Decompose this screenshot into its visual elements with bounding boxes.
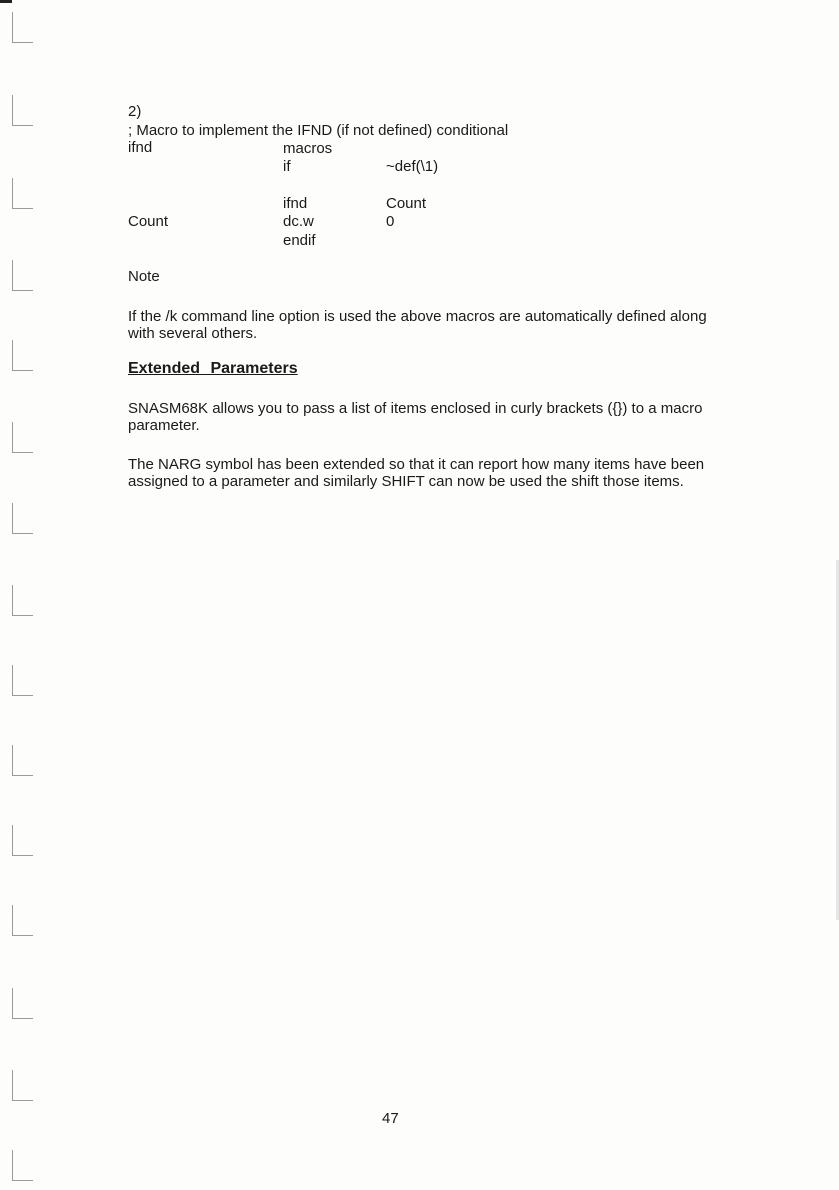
note-text: If the /k command line option is used the above macros are automatically defined along with several others. — [128, 308, 707, 342]
binder-tick — [12, 260, 33, 291]
binder-tick — [12, 665, 33, 696]
binder-tick — [12, 503, 33, 534]
section-paragraph: SNASM68K allows you to pass a list of items enclosed in curly brackets ({}) to a macro parameter. — [128, 400, 703, 434]
binder-tick — [12, 1070, 33, 1101]
binder-tick — [12, 12, 33, 43]
binder-tick — [12, 340, 33, 371]
note-title: Note — [128, 268, 160, 285]
page-number: 47 — [382, 1110, 399, 1127]
binder-tick — [12, 988, 33, 1019]
binder-tick — [12, 585, 33, 616]
binder-tick — [12, 95, 33, 126]
code-arg: ~def(\1) — [386, 158, 439, 175]
code-op: macros — [283, 140, 333, 157]
binder-tick — [12, 745, 33, 776]
section-heading: Extended Parameters — [128, 360, 298, 377]
code-op: if — [283, 158, 291, 175]
code-arg: 0 — [386, 213, 395, 230]
section-paragraph: The NARG symbol has been extended so that it can report how many items have been assigned to a parameter and similarly SHIFT can now be used the shift those items. — [128, 456, 705, 490]
binder-tick — [12, 422, 33, 453]
code-label: Count — [128, 213, 169, 230]
code-op: endif — [283, 232, 316, 249]
binder-margin — [8, 0, 38, 1190]
example-comment: ; Macro to implement the IFND (if not defined) conditional — [128, 122, 509, 139]
code-arg: Count — [386, 195, 427, 212]
code-label: ifnd — [128, 139, 153, 156]
binder-tick — [12, 178, 33, 209]
code-op: dc.w — [283, 213, 314, 230]
binder-tick — [12, 1150, 33, 1181]
binder-tick — [12, 905, 33, 936]
code-op: ifnd — [283, 195, 308, 212]
example-number: 2) — [128, 103, 142, 120]
binder-tick — [12, 825, 33, 856]
